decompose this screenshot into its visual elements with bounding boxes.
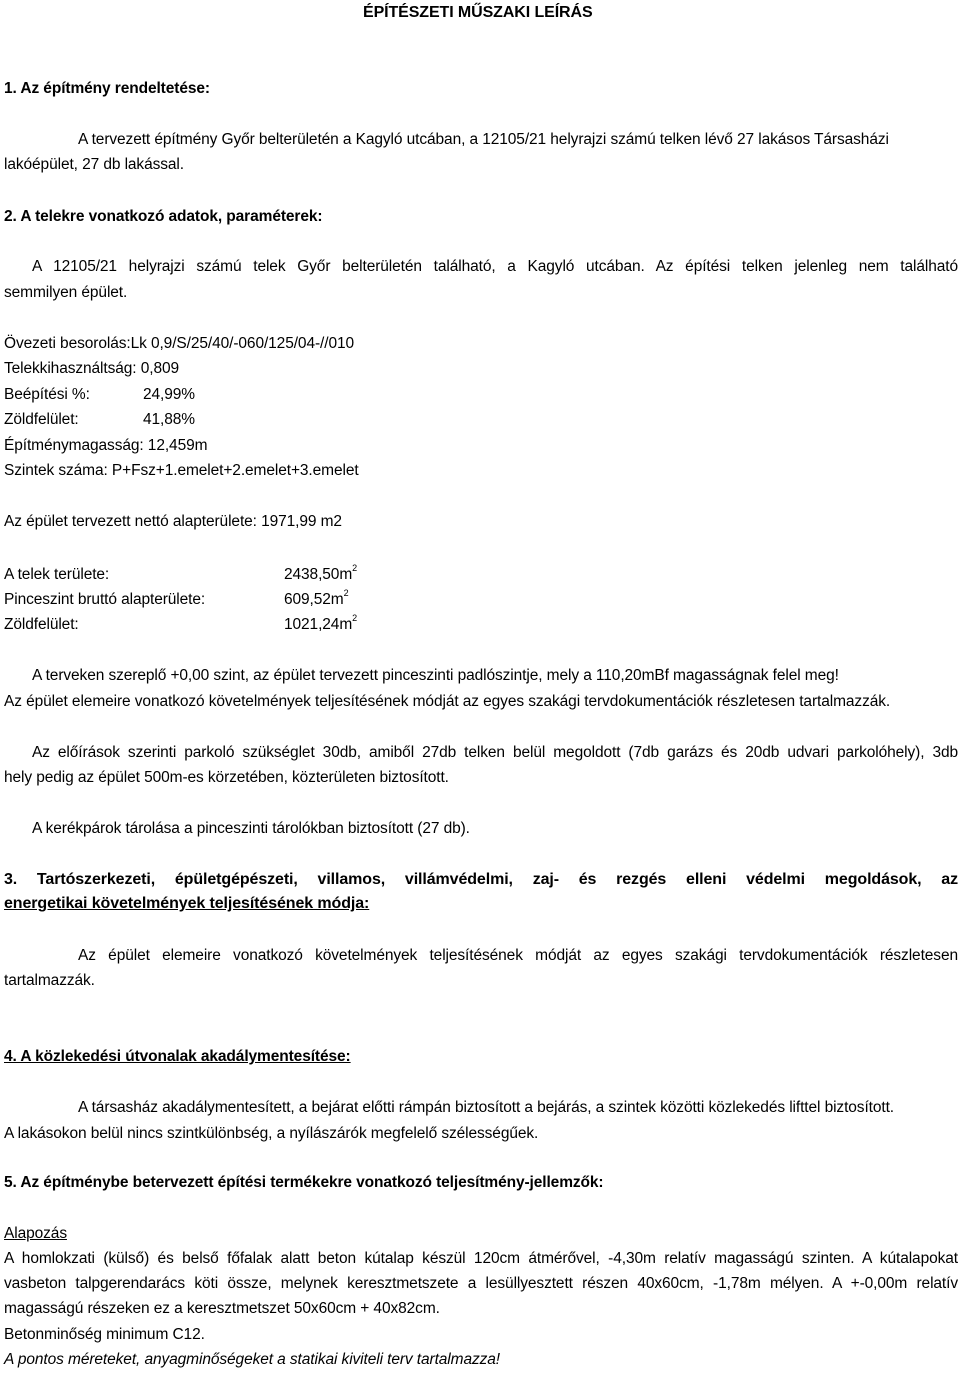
basement-area-label: Pinceszint bruttó alapterülete: [4,591,206,608]
section-3-paragraph-line-1: Az épület elemeire vonatkozó követelmények teljesítésének módját az egyes szakági tervdokumentációk részletesen [78,947,958,964]
basement-area-value: $609,52m^2$ [284,587,349,608]
section-1-heading: 1. Az építmény rendeltetése: [4,80,210,97]
net-floor-area: Az épület tervezett nettó alapterülete: 1971,99 m2 [4,513,342,530]
concrete-quality: Betonminőség minimum C12. [4,1326,205,1343]
level-reference-note: A terveken szereplő +0,00 szint, az épület tervezett pinceszinti padlószintje, mely a 110,20mBf magasságnak felel meg! [32,667,839,684]
green-area-label: Zöldfelület: [4,616,79,633]
plot-utilization: Telekkihasználtság: 0,809 [4,360,180,377]
section-2-paragraph-line-1: A 12105/21 helyrajzi számú telek Győr belterületén található, a Kagyló utcában. Az építési telken jelenleg nem található [32,258,958,275]
section-3-heading-line-1: 3. Tartószerkezeti, épületgépészeti, villamos, villámvédelmi, zaj- és rezgés elleni védelmi megoldások, az [4,871,958,888]
green-area-ratio-value: 41,88% [143,411,195,428]
built-ratio-value: 24,99% [143,386,195,403]
section-4-paragraph-line-1: A társasház akadálymentesített, a bejárat előtti rámpán biztosított a bejárás, a szintek közötti közlekedés lifttel biztosított. [78,1099,895,1116]
built-ratio-label: Beépítési %: [4,386,90,403]
bicycle-storage: A kerékpárok tárolása a pinceszinti tárolókban biztosított (27 db). [32,820,470,837]
section-4-paragraph-line-2: A lakásokon belül nincs szintkülönbség, a nyílászárók megfelelő szélességűek. [4,1125,539,1142]
plot-area-label: A telek területe: [4,566,110,583]
building-height: Építménymagasság: 12,459m [4,437,208,454]
section-1-paragraph-line-1: A tervezett építmény Győr belterületén a Kagyló utcában, a 12105/21 helyrajzi számú telken lévő 27 lakásos Társasházi [78,131,889,148]
requirements-note: Az épület elemeire vonatkozó követelmények teljesítésének módját az egyes szakági tervdokumentációk részletesen tartalmazzák. [4,693,891,710]
section-4-heading: 4. A közlekedési útvonalak akadálymentesítése: [4,1048,351,1065]
section-3-paragraph-line-2: tartalmazzák. [4,972,95,989]
foundation-paragraph-line-2: vasbeton talpgerendarács köti össze, melynek keresztmetszete a lesüllyesztett részen 40x60cm, -1,78m mélyen. A +-0,00m relatív [4,1275,958,1292]
parking-line-1: Az előírások szerinti parkoló szükséglet 30db, amiből 27db telken belül megoldott (7db garázs és 20db udvari parkolóhely), 3db [32,744,958,761]
foundation-paragraph-line-1: A homlokzati (külső) és belső főfalak alatt beton kútalap készül 120cm átmérővel, -4,30m relatív magasságú szinten. A kútalapokat [4,1250,958,1267]
section-1-paragraph-line-2: lakóépület, 27 db lakással. [4,156,184,173]
zoning-classification: Övezeti besorolás:Lk 0,9/S/25/40/-060/125/04-//010 [4,335,355,352]
static-plan-note: A pontos méreteket, anyagminőségeket a statikai kiviteli terv tartalmazza! [4,1351,501,1368]
foundation-subheading: Alapozás [4,1225,67,1242]
green-area-ratio-label: Zöldfelület: [4,411,79,428]
section-2-paragraph-line-2: semmilyen épület. [4,284,128,301]
section-5-heading: 5. Az építménybe betervezett építési termékekre vonatkozó teljesítmény-jellemzők: [4,1174,604,1191]
green-area-value: $1021,24m^2$ [284,612,358,633]
section-2-heading: 2. A telekre vonatkozó adatok, paraméterek: [4,208,323,225]
section-4-heading-wrap [4,1048,351,1066]
foundation-paragraph-line-3: magasságú részeken ez a keresztmetszet 50x60cm + 40x82cm. [4,1300,440,1317]
document-title: ÉPÍTÉSZETI MŰSZAKI LEÍRÁS [363,4,593,21]
plot-area-value: $2438,50m^2$ [284,562,358,583]
parking-line-2: hely pedig az épület 500m-es körzetében, közterületen biztosított. [4,769,449,786]
section-3-heading-line-2: energetikai követelmények teljesítésének módja: [4,895,370,912]
number-of-levels: Szintek száma: P+Fsz+1.emelet+2.emelet+3.emelet [4,462,359,479]
